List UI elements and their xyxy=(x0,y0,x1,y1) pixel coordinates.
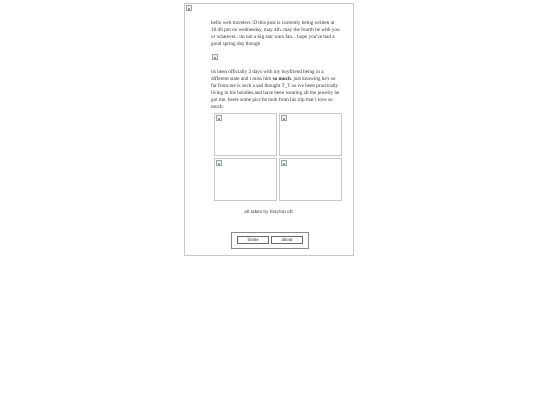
broken-image-icon xyxy=(281,115,287,121)
inline-image xyxy=(211,53,219,61)
post-body-end: . just knowing he's so far from me is such a sad thought T_T so ive been practically living in his hoodies and have been wearing all the jewelry he got me. heres some pics he took from his trip that i love so much: xyxy=(211,75,340,110)
photo-3 xyxy=(214,158,277,201)
photo-caption: all taken by braylon ofc xyxy=(244,209,294,215)
broken-image-icon xyxy=(216,115,222,121)
nav-bar xyxy=(231,232,309,249)
home-button[interactable]: home xyxy=(237,236,269,244)
post-body-start: its been officially 2 days with my boyfriend being in a different state and i miss him xyxy=(211,69,324,82)
photo-2 xyxy=(279,113,342,156)
photo-4 xyxy=(279,158,342,201)
header-image xyxy=(185,4,193,12)
broken-image-icon xyxy=(212,54,218,60)
about-button[interactable]: about xyxy=(271,236,303,244)
post-body-emphasis: so much xyxy=(272,75,291,82)
post-intro: hello web travelers :D this post is currently being written at 10:46 pm on wednesday, may 4th. may the fourth be with you or whatever.. im not a big star wars fan... hope you've had a good spring day though xyxy=(211,20,340,47)
post-frame xyxy=(184,3,354,256)
post-body xyxy=(211,69,341,110)
broken-image-icon xyxy=(186,5,192,11)
broken-image-icon xyxy=(281,160,287,166)
photo-1 xyxy=(214,113,277,156)
broken-image-icon xyxy=(216,160,222,166)
